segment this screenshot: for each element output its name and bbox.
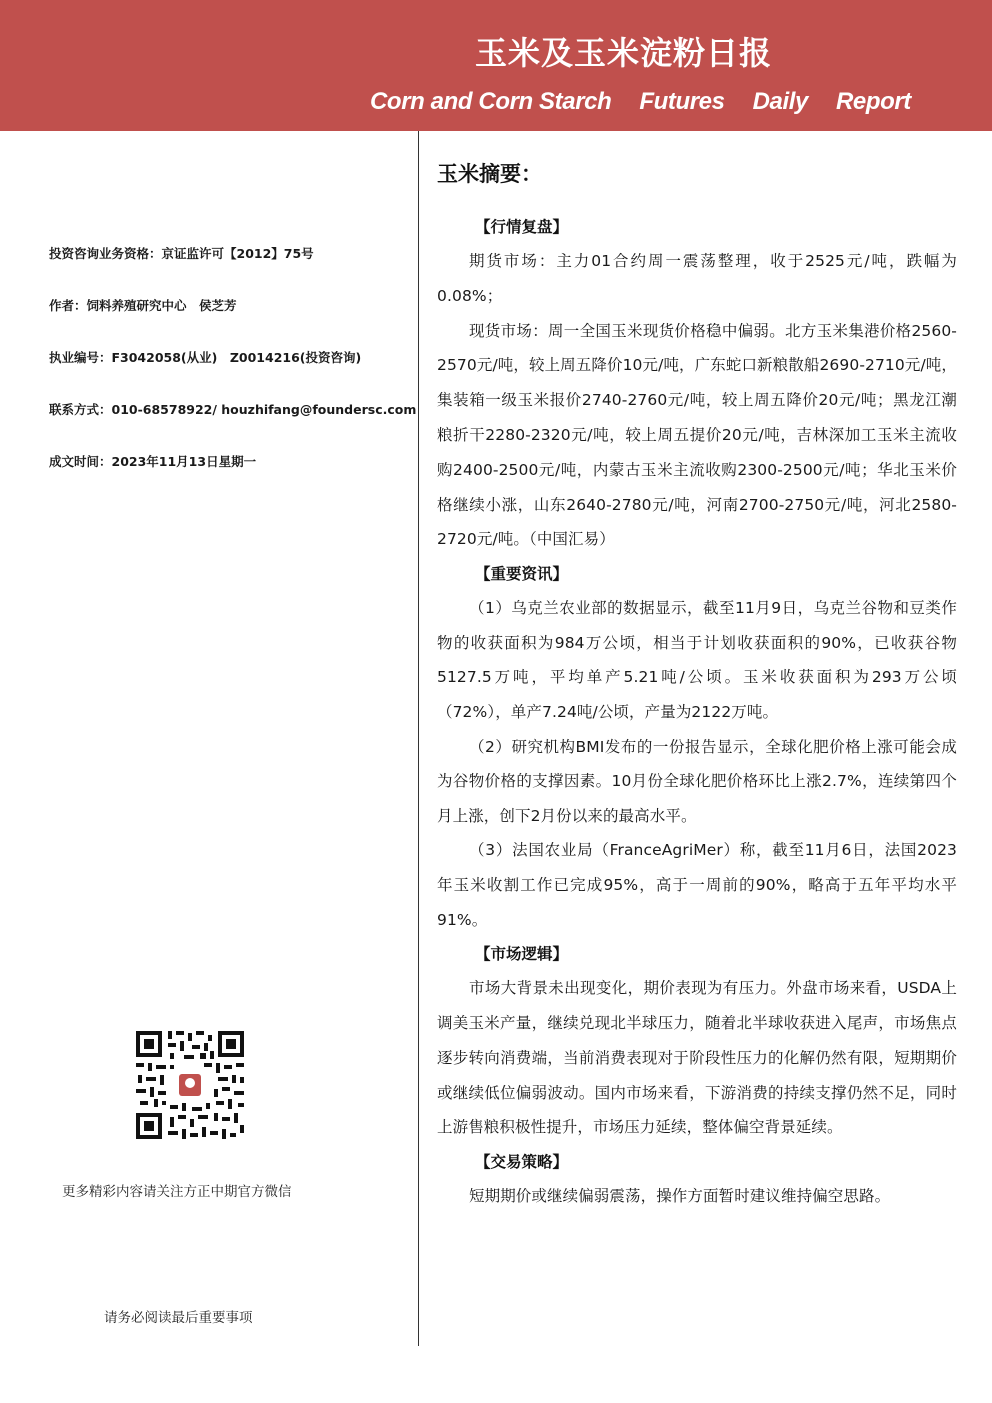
main-content: [437, 158, 957, 1214]
news-item: （2）研究机构BMI发布的一份报告显示，全球化肥价格上涨可能会成为谷物价格的支撑因素。10月份全球化肥价格环比上涨2.7%，连续第四个月上涨，创下2月份以来的最高水平。: [437, 737, 957, 825]
author-info: [49, 244, 419, 504]
qr-code-icon: [134, 1029, 246, 1141]
header-banner: [0, 0, 992, 131]
license-number: 执业编号：F3042058(从业) Z0014216(投资咨询): [49, 350, 362, 365]
section-heading-review: 【行情复盘】: [475, 218, 569, 236]
trading-strategy-text: 短期期价或继续偏弱震荡，操作方面暂时建议维持偏空思路。: [469, 1187, 891, 1206]
author: 作者：饲料养殖研究中心 侯芝芳: [49, 298, 237, 313]
news-item: （3）法国农业局（FranceAgriMer）称，截至11月6日，法国2023年玉米收割工作已完成95%，高于一周前的90%，略高于五年平均水平91%。: [437, 841, 957, 929]
market-logic-text: 市场大背景未出现变化，期价表现为有压力。外盘市场来看，USDA上调美玉米产量，继续兑现北半球压力，随着北半球收获进入尾声，市场焦点逐步转向消费端，当前消费表现对于阶段性压力的化解仍然有限，短期期价或继续低位偏弱波动。国内市场来看，下游消费的持续支撑仍然不足，同时上游售粮积极性提升，市场压力延续，整体偏空背景延续。: [437, 979, 957, 1137]
report-title-en: [370, 88, 910, 116]
important-notice: 请务必阅读最后重要事项: [104, 1310, 253, 1326]
spot-market-text: 现货市场：周一全国玉米现货价格稳中偏弱。北方玉米集港价格2560-2570元/吨，较上周五降价10元/吨，广东蛇口新粮散船2690-2710元/吨，集装箱一级玉米报价2740-2760元/吨，较上周五降价20元/吨；黑龙江潮粮折干2280-2320元/吨，较上周五提价20元/吨，吉林深加工玉米主流收购2400-2500元/吨，内蒙古玉米主流收购2300-2500元/吨；华北玉米价格继续小涨，山东2640-2780元/吨，河南2700-2750元/吨，河北2580-2720元/吨。（中国汇易）: [437, 321, 957, 549]
qualification: 投资咨询业务资格：京证监许可【2012】75号: [49, 246, 314, 261]
section-heading-strategy: 【交易策略】: [475, 1153, 569, 1172]
report-date: 成文时间：2023年11月13日星期一: [49, 454, 257, 469]
wechat-qr-code: [134, 1029, 246, 1141]
contact: 联系方式：010-68578922/ houzhifang@foundersc.com: [49, 402, 417, 417]
title-en-part: Daily: [752, 88, 808, 115]
report-title-cn: 玉米及玉米淀粉日报: [475, 34, 773, 72]
title-en-part: Report: [835, 88, 911, 115]
futures-market-text: 期货市场：主力01合约周一震荡整理，收于2525元/吨，跌幅为0.08%；: [437, 252, 957, 305]
section-heading-logic: 【市场逻辑】: [475, 945, 569, 964]
news-item: （1）乌克兰农业部的数据显示，截至11月9日，乌克兰谷物和豆类作物的收获面积为984万公顷，相当于计划收获面积的90%，已收获谷物5127.5万吨，平均单产5.21吨/公顷。玉米收获面积为293万公顷（72%），单产7.24吨/公顷，产量为2122万吨。: [437, 599, 957, 721]
summary-title: 玉米摘要：: [437, 162, 542, 186]
qr-caption: 更多精彩内容请关注方正中期官方微信: [62, 1184, 292, 1200]
section-heading-news: 【重要资讯】: [475, 565, 569, 584]
title-en-part: Futures: [639, 88, 725, 115]
title-en-part: Corn and Corn Starch: [370, 88, 612, 115]
